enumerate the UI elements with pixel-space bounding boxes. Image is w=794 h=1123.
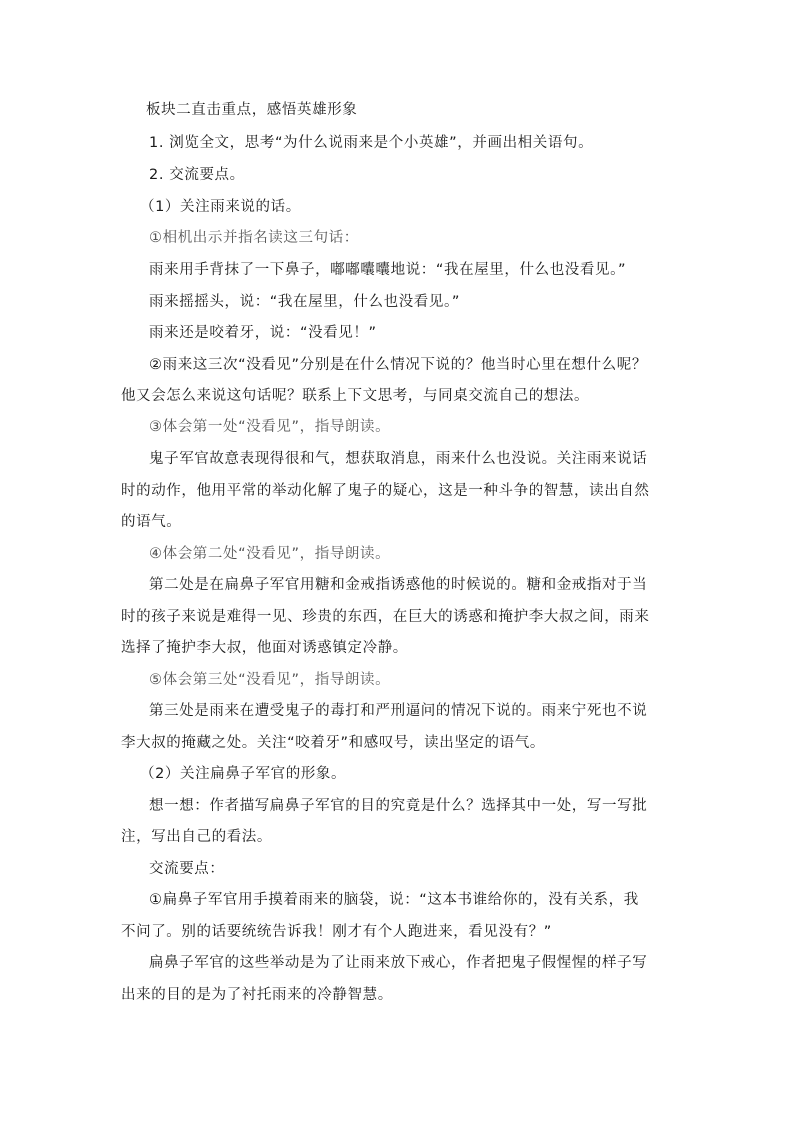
step-question-line-2: 他又会怎么来说这句话呢？联系上下文思考，与同桌交流自己的想法。 (121, 388, 590, 404)
step-first-instance: ③体会第一处“没看见”，指导朗读。 (149, 419, 391, 435)
quote-sentence-2: 雨来摇摇头，说：“我在屋里，什么也没看见。” (149, 294, 460, 310)
quote-sentence-3: 雨来还是咬着牙，说：“没看见！” (149, 325, 377, 341)
para-second-line-1: 第二处是在扁鼻子军官用糖和金戒指诱惑他的时候说的。糖和金戒指对于当 (149, 577, 648, 593)
para-third-line-1: 第三处是雨来在遭受鬼子的毒打和严刑逼问的情况下说的。雨来宁死也不说 (149, 703, 648, 719)
para-second-line-2: 时的孩子来说是难得一见、珍贵的东西，在巨大的诱惑和掩护李大叔之间，雨来 (121, 609, 650, 625)
quote-sentence-1: 雨来用手背抹了一下鼻子，嘟嘟囔囔地说：“我在屋里，什么也没看见。” (149, 262, 627, 278)
para-second-line-3: 选择了掩护李大叔，他面对诱惑镇定冷静。 (121, 640, 408, 656)
discussion-points-label: 交流要点： (149, 861, 225, 877)
subheading-yulai-words: （1）关注雨来说的话。 (140, 199, 301, 215)
para-officer-line-2: 出来的目的是为了衬托雨来的冷静智慧。 (121, 987, 393, 1003)
think-line-1: 想一想：作者描写扁鼻子军官的目的究竟是什么？选择其中一处，写一写批 (149, 798, 648, 814)
para-first-line-2: 时的动作，他用平常的举动化解了鬼子的疑心，这是一种斗争的智慧，读出自然 (121, 483, 650, 499)
point-one-line-2: 不问了。别的话要统统告诉我！刚才有个人跑进来，看见没有？” (121, 924, 552, 940)
subheading-officer-image: （2）关注扁鼻子军官的形象。 (140, 766, 347, 782)
paragraph-discuss: 2. 交流要点。 (149, 167, 245, 183)
paragraph-browse: 1. 浏览全文，思考“为什么说雨来是个小英雄”，并画出相关语句。 (149, 135, 594, 151)
point-one-line-1: ①扁鼻子军官用手摸着雨来的脑袋，说：“这本书谁给你的，没有关系，我 (149, 892, 639, 908)
step-question-line-1: ②雨来这三次“没看见”分别是在什么情况下说的？他当时心里在想什么呢？ (149, 357, 647, 373)
para-third-line-2: 李大叔的掩藏之处。关注“咬着牙”和感叹号，读出坚定的语气。 (121, 735, 545, 751)
think-line-2: 注，写出自己的看法。 (121, 829, 272, 845)
section-title: 板块二直击重点，感悟英雄形象 (146, 102, 358, 118)
step-second-instance: ④体会第二处“没看见”，指导朗读。 (149, 546, 391, 562)
para-officer-line-1: 扁鼻子军官的这些举动是为了让雨来放下戒心，作者把鬼子假惺惺的样子写 (149, 955, 648, 971)
para-first-line-3: 的语气。 (121, 514, 182, 530)
para-first-line-1: 鬼子军官故意表现得很和气，想获取消息，雨来什么也没说。关注雨来说话 (149, 451, 648, 467)
step-show-sentences: ①相机出示并指名读这三句话： (149, 230, 359, 246)
step-third-instance: ⑤体会第三处“没看见”，指导朗读。 (149, 672, 391, 688)
